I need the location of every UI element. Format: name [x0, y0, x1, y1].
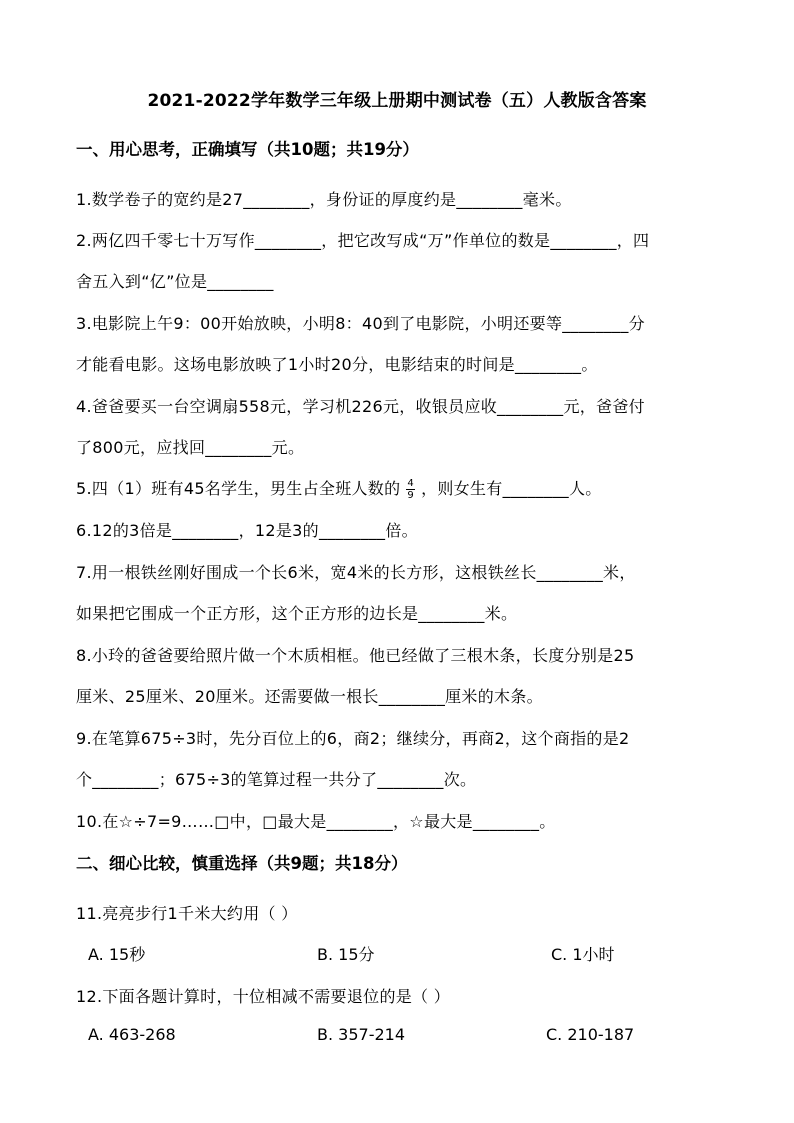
question-4-line-1: 4.爸爸要买一台空调扇558元，学习机226元，收银员应收________元，爸爸付 [76, 397, 645, 416]
fraction-four-ninths [406, 478, 415, 501]
question-3-line-2: 才能看电影。这场电影放映了1小时20分，电影结束的时间是________。 [76, 355, 598, 374]
question-11: 11.亮亮步行1千米大约用（ ） [76, 904, 298, 923]
question-12-option-b[interactable]: B. 357-214 [317, 1025, 405, 1044]
question-5-text-after: ，则女生有________人。 [421, 479, 602, 498]
question-11-option-b[interactable]: B. 15分 [317, 945, 375, 964]
question-12-option-a[interactable]: A. 463-268 [88, 1025, 176, 1044]
question-11-option-c[interactable]: C. 1小时 [551, 945, 615, 964]
section-heading-multiple-choice: 二、细心比较，慎重选择（共9题；共18分） [76, 854, 408, 873]
question-5-text-before: 5.四（1）班有45名学生，男生占全班人数的 [76, 479, 401, 498]
question-12: 12.下面各题计算时，十位相减不需要退位的是（ ） [76, 987, 451, 1006]
question-9-line-1: 9.在笔算675÷3时，先分百位上的6，商2；继续分，再商2，这个商指的是2 [76, 729, 630, 748]
question-8-line-1: 8.小玲的爸爸要给照片做一个木质相框。他已经做了三根木条，长度分别是25 [76, 646, 635, 665]
section-heading-fill-in: 一、用心思考，正确填写（共10题；共19分） [76, 140, 419, 159]
question-5 [76, 476, 726, 501]
question-2-line-2: 舍五入到“亿”位是________ [76, 272, 274, 291]
fraction-numerator: 4 [407, 478, 415, 489]
question-2-line-1: 2.两亿四千零七十万写作________，把它改写成“万”作单位的数是________，四 [76, 231, 650, 250]
question-8-line-2: 厘米、25厘米、20厘米。还需要做一根长________厘米的木条。 [76, 687, 543, 706]
question-7-line-1: 7.用一根铁丝刚好围成一个长6米，宽4米的长方形，这根铁丝长________米， [76, 563, 636, 582]
question-3-line-1: 3.电影院上午9：00开始放映，小明8：40到了电影院，小明还要等________分 [76, 314, 645, 333]
question-7-line-2: 如果把它围成一个正方形，这个正方形的边长是________米。 [76, 604, 518, 623]
question-12-option-c[interactable]: C. 210-187 [546, 1025, 635, 1044]
question-10: 10.在☆÷7=9……□中，□最大是________，☆最大是________。 [76, 812, 556, 831]
question-9-line-2: 个________；675÷3的笔算过程一共分了________次。 [76, 770, 477, 789]
question-6: 6.12的3倍是________，12是3的________倍。 [76, 521, 418, 540]
question-4-line-2: 了800元，应找回________元。 [76, 438, 305, 457]
fraction-denominator: 9 [407, 490, 415, 501]
question-11-option-a[interactable]: A. 15秒 [88, 945, 146, 964]
page-title: 2021-2022学年数学三年级上册期中测试卷（五）人教版含答案 [147, 91, 647, 111]
question-1: 1.数学卷子的宽约是27________，身份证的厚度约是________毫米。 [76, 190, 572, 209]
